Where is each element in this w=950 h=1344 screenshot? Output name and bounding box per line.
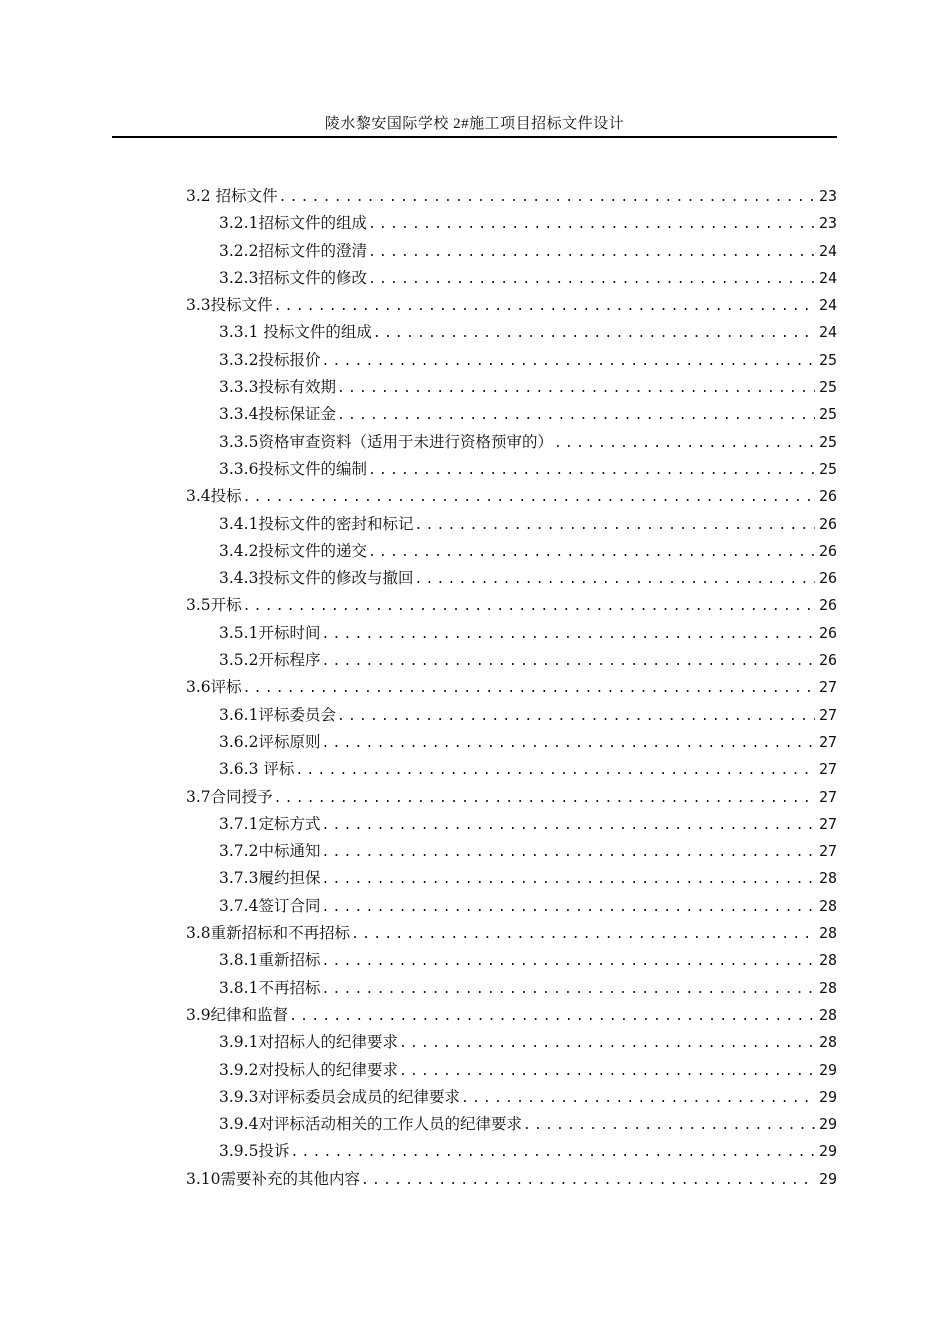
toc-entry-title: 3.6.1评标委员会 (219, 705, 336, 724)
toc-entry-title: 3.3.6投标文件的编制 (219, 459, 367, 478)
toc-entry-title: 3.7.3履约担保 (219, 869, 321, 888)
toc-entry[interactable] (186, 1029, 837, 1056)
toc-entry[interactable] (186, 1057, 837, 1084)
toc-dot-leader (368, 239, 815, 266)
toc-entry-title: 3.2.2招标文件的澄清 (219, 241, 367, 260)
toc-entry-page-number: 29 (818, 1142, 837, 1161)
table-of-contents (186, 183, 837, 1193)
toc-dot-leader (321, 621, 815, 648)
toc-entry[interactable] (186, 1002, 837, 1029)
toc-entry-page-number: 26 (818, 596, 837, 615)
toc-entry-title: 3.7.2中标通知 (219, 842, 321, 861)
toc-dot-leader (337, 402, 815, 429)
toc-entry-title: 3.8.1不再招标 (219, 978, 321, 997)
toc-entry-page-number: 28 (818, 978, 837, 997)
toc-entry-title: 3.6.2评标原则 (219, 732, 321, 751)
toc-dot-leader (461, 1085, 815, 1112)
toc-entry[interactable] (186, 1111, 837, 1138)
toc-entry[interactable] (186, 511, 837, 538)
toc-entry-title: 3.3.4投标保证金 (219, 405, 336, 424)
toc-entry[interactable] (186, 265, 837, 292)
toc-entry-title: 3.9.1对招标人的纪律要求 (219, 1033, 398, 1052)
toc-entry-page-number: 25 (818, 432, 837, 451)
toc-entry-page-number: 28 (818, 951, 837, 970)
toc-dot-leader (321, 648, 815, 675)
toc-dot-leader (321, 348, 815, 375)
toc-entry[interactable] (186, 702, 837, 729)
toc-dot-leader (243, 675, 815, 702)
toc-dot-leader (368, 539, 815, 566)
toc-entry-page-number: 26 (818, 569, 837, 588)
toc-entry-title: 3.9.5投诉 (219, 1142, 290, 1161)
toc-entry-page-number: 25 (818, 459, 837, 478)
toc-entry-title: 3.9.3对评标委员会成员的纪律要求 (219, 1087, 460, 1106)
toc-entry[interactable] (186, 183, 837, 210)
page-header (112, 112, 837, 138)
toc-entry-page-number: 29 (818, 1060, 837, 1079)
toc-entry-page-number: 28 (818, 924, 837, 943)
toc-entry-page-number: 27 (818, 678, 837, 697)
toc-entry-page-number: 26 (818, 651, 837, 670)
toc-entry-title: 3.9.2对投标人的纪律要求 (219, 1060, 398, 1079)
toc-entry-title: 3.3.1 投标文件的组成 (219, 323, 372, 342)
toc-entry[interactable] (186, 620, 837, 647)
toc-entry[interactable] (186, 1166, 837, 1193)
toc-entry-page-number: 26 (818, 514, 837, 533)
toc-dot-leader (321, 894, 815, 921)
toc-entry-title: 3.2 招标文件 (186, 187, 278, 205)
toc-entry[interactable] (186, 429, 837, 456)
toc-entry[interactable] (186, 729, 837, 756)
toc-entry[interactable] (186, 811, 837, 838)
toc-entry-page-number: 25 (818, 378, 837, 397)
toc-dot-leader (361, 1167, 815, 1194)
toc-entry[interactable] (186, 756, 837, 783)
toc-entry[interactable] (186, 592, 837, 619)
toc-entry-title: 3.4.2投标文件的递交 (219, 541, 367, 560)
toc-dot-leader (321, 976, 815, 1003)
toc-entry-page-number: 29 (818, 1115, 837, 1134)
toc-entry[interactable] (186, 401, 837, 428)
toc-entry-title: 3.9纪律和监督 (186, 1005, 289, 1024)
toc-entry-page-number: 27 (818, 842, 837, 861)
toc-entry-page-number: 28 (818, 869, 837, 888)
toc-entry-page-number: 24 (818, 323, 837, 342)
toc-entry-title: 3.3.3投标有效期 (219, 378, 336, 397)
toc-dot-leader (351, 921, 815, 948)
toc-entry-title: 3.4投标 (186, 487, 242, 506)
toc-entry-page-number: 28 (818, 1005, 837, 1024)
toc-entry-page-number: 27 (818, 760, 837, 779)
toc-entry-page-number: 26 (818, 623, 837, 642)
toc-entry-page-number: 27 (818, 814, 837, 833)
toc-entry-title: 3.8重新招标和不再招标 (186, 924, 351, 943)
toc-entry[interactable] (186, 292, 837, 319)
toc-entry-page-number: 27 (818, 732, 837, 751)
toc-dot-leader (368, 266, 815, 293)
toc-entry-page-number: 26 (818, 541, 837, 560)
toc-entry-title: 3.6评标 (186, 678, 242, 697)
toc-dot-leader (295, 757, 815, 784)
toc-dot-leader (321, 730, 815, 757)
toc-entry[interactable] (186, 483, 837, 510)
toc-dot-leader (289, 1003, 815, 1030)
toc-entry[interactable] (186, 893, 837, 920)
toc-dot-leader (523, 1112, 815, 1139)
toc-entry[interactable] (186, 975, 837, 1002)
toc-entry-title: 3.2.3招标文件的修改 (219, 268, 367, 287)
toc-entry[interactable] (186, 1138, 837, 1165)
toc-dot-leader (274, 785, 815, 812)
toc-dot-leader (399, 1030, 815, 1057)
toc-entry-title: 3.4.3投标文件的修改与撤回 (219, 569, 414, 588)
toc-entry-page-number: 29 (818, 1169, 837, 1188)
toc-dot-leader (290, 1139, 815, 1166)
toc-dot-leader (243, 593, 815, 620)
toc-entry[interactable] (186, 838, 837, 865)
toc-entry-page-number: 29 (818, 1087, 837, 1106)
toc-entry[interactable] (186, 674, 837, 701)
toc-entry[interactable] (186, 1084, 837, 1111)
toc-dot-leader (368, 457, 815, 484)
toc-entry-page-number: 26 (818, 487, 837, 506)
toc-entry[interactable] (186, 538, 837, 565)
toc-entry-page-number: 23 (818, 214, 837, 233)
toc-entry-title: 3.3.5资格审查资料（适用于未进行资格预审的） (219, 432, 553, 451)
toc-entry-title: 3.3投标文件 (186, 296, 273, 315)
toc-entry-title: 3.2.1招标文件的组成 (219, 214, 367, 233)
toc-entry-page-number: 25 (818, 405, 837, 424)
toc-entry[interactable] (186, 920, 837, 947)
toc-entry-title: 3.7.4签订合同 (219, 896, 321, 915)
toc-dot-leader (274, 293, 815, 320)
toc-entry-page-number: 23 (818, 187, 837, 205)
toc-entry-page-number: 24 (818, 268, 837, 287)
toc-dot-leader (399, 1058, 815, 1085)
toc-entry[interactable] (186, 347, 837, 374)
toc-entry-page-number: 25 (818, 350, 837, 369)
toc-entry[interactable] (186, 210, 837, 237)
toc-entry-page-number: 27 (818, 787, 837, 806)
toc-entry-title: 3.3.2投标报价 (219, 350, 321, 369)
toc-entry-title: 3.6.3 评标 (219, 760, 295, 779)
toc-entry-title: 3.5开标 (186, 596, 242, 615)
toc-dot-leader (321, 866, 815, 893)
toc-dot-leader (321, 812, 815, 839)
toc-entry-title: 3.8.1重新招标 (219, 951, 321, 970)
toc-dot-leader (321, 948, 815, 975)
toc-dot-leader (337, 375, 815, 402)
toc-entry[interactable] (186, 456, 837, 483)
toc-entry-title: 3.5.1开标时间 (219, 623, 321, 642)
toc-dot-leader (337, 703, 815, 730)
toc-entry[interactable] (186, 647, 837, 674)
toc-entry-page-number: 27 (818, 705, 837, 724)
toc-entry[interactable] (186, 319, 837, 346)
toc-entry-title: 3.9.4对评标活动相关的工作人员的纪律要求 (219, 1115, 522, 1134)
toc-entry-page-number: 24 (818, 296, 837, 315)
toc-entry[interactable] (186, 238, 837, 265)
toc-entry-page-number: 28 (818, 896, 837, 915)
document-title: 陵水黎安国际学校 2#施工项目招标文件设计 (324, 116, 625, 132)
toc-entry[interactable] (186, 565, 837, 592)
toc-entry[interactable] (186, 947, 837, 974)
toc-entry-title: 3.4.1投标文件的密封和标记 (219, 514, 414, 533)
toc-dot-leader (373, 320, 815, 347)
toc-dot-leader (243, 484, 815, 511)
toc-dot-leader (321, 839, 815, 866)
toc-entry-title: 3.5.2开标程序 (219, 651, 321, 670)
toc-entry-title: 3.10需要补充的其他内容 (186, 1169, 361, 1188)
toc-entry-page-number: 24 (818, 241, 837, 260)
toc-entry-page-number: 28 (818, 1033, 837, 1052)
toc-dot-leader (414, 566, 815, 593)
toc-dot-leader (279, 184, 815, 211)
toc-dot-leader (414, 512, 815, 539)
toc-dot-leader (368, 211, 815, 238)
toc-entry[interactable] (186, 374, 837, 401)
toc-entry[interactable] (186, 865, 837, 892)
toc-entry-title: 3.7合同授予 (186, 787, 273, 806)
toc-dot-leader (554, 430, 815, 457)
toc-entry[interactable] (186, 784, 837, 811)
toc-entry-title: 3.7.1定标方式 (219, 814, 321, 833)
